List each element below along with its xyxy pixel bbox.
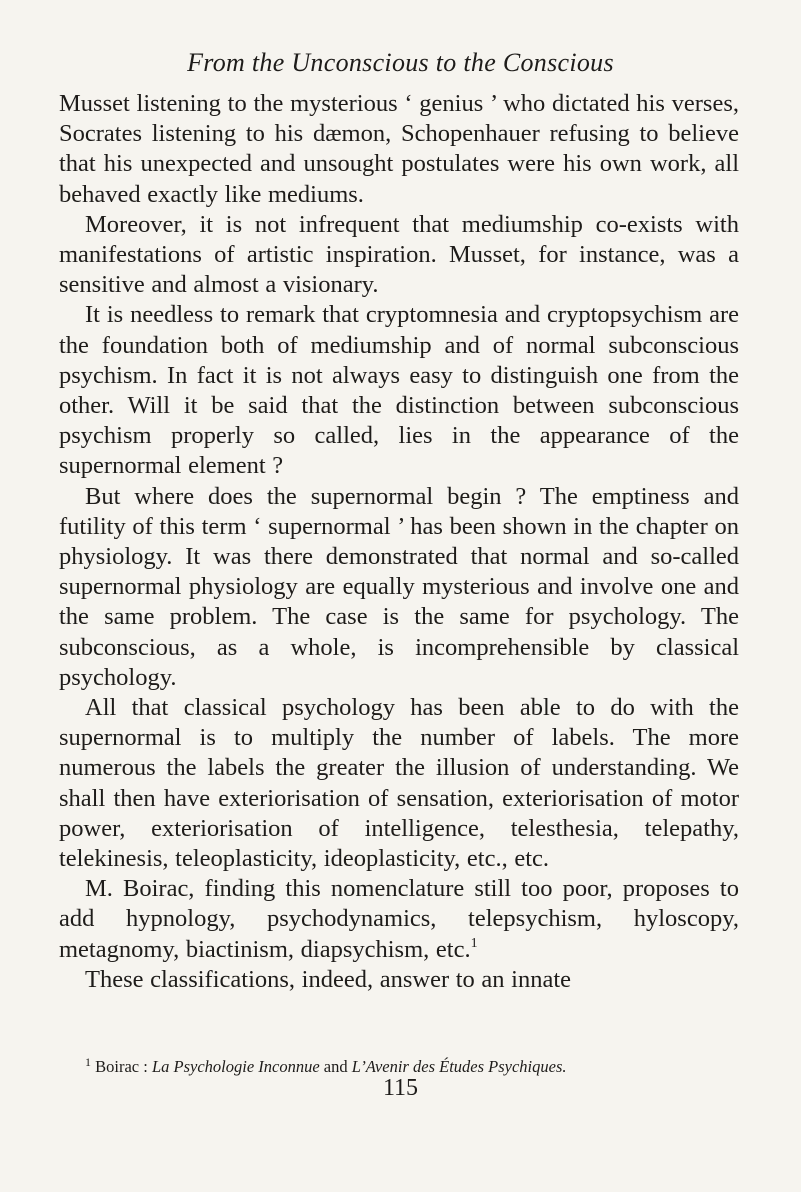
footnote-author: Boirac :	[95, 1057, 148, 1076]
running-head: From the Unconscious to the Conscious	[187, 48, 614, 77]
footnote-title-2: L’Avenir des Études Psychiques.	[351, 1057, 567, 1076]
paragraph-5-text: All that classical psychology has been able to do with the supernormal is to multiply the number of labels. The more numerous the labels the greater the illusion of understanding. We shall then have exteriorisation of sensation, exteriorisation of motor power, exteriorisation of intelligence, telesthesia, telepathy, telekinesis, teleoplasticity, ideoplasticity, etc., etc.	[59, 694, 739, 873]
body-text	[59, 89, 739, 995]
paragraph-2	[59, 210, 739, 301]
footnote-marker: 1	[85, 1055, 91, 1069]
paragraph-6-text: M. Boirac, finding this nomenclature still too poor, proposes to add hypnology, psychodynamics, telepsychism, hyloscopy, metagnomy, biactinism, diapsychism, etc.	[59, 875, 739, 963]
paragraph-6	[59, 874, 739, 965]
paragraph-1-text: Musset listening to the mysterious ‘ genius ’ who dictated his verses, Socrates listening to his dæmon, Schopenhauer refusing to believe that his unexpected and unsought postulates were his own work, all behaved exactly like mediums.	[59, 90, 739, 208]
page-number: 115	[382, 1075, 419, 1101]
paragraph-1	[59, 89, 739, 210]
paragraph-5	[59, 693, 739, 874]
footnote-reference[interactable]: 1	[470, 935, 478, 951]
paragraph-2-text: Moreover, it is not infrequent that mediumship co-exists with manifestations of artistic inspiration. Musset, for instance, was a sensitive and almost a visionary.	[59, 210, 739, 299]
paragraph-4-text: But where does the supernormal begin ? The emptiness and futility of this term ‘ supernormal ’ has been shown in the chapter on physiology. It was there demonstrated that normal and so-called supernormal physiology are equally mysterious and involve one and the same problem. The case is the same for psychology. The subconscious, as a whole, is incomprehensible by classical psychology.	[59, 482, 739, 691]
paragraph-7-text: These classifications, indeed, answer to an innate	[85, 965, 572, 993]
footnote	[59, 1057, 749, 1077]
paragraph-7	[59, 965, 739, 995]
paragraph-3	[59, 300, 739, 481]
paragraph-4	[59, 482, 739, 693]
paragraph-3-text: It is needless to remark that cryptomnesia and cryptopsychism are the foundation both of mediumship and of normal subconscious psychism. In fact it is not always easy to distinguish one from the other. Will it be said that the distinction between subconscious psychism properly so called, lies in the appearance of the supernormal element ?	[59, 301, 739, 480]
footnote-conjunction: and	[323, 1057, 348, 1076]
footnote-title-1: La Psychologie Inconnue	[151, 1057, 320, 1076]
